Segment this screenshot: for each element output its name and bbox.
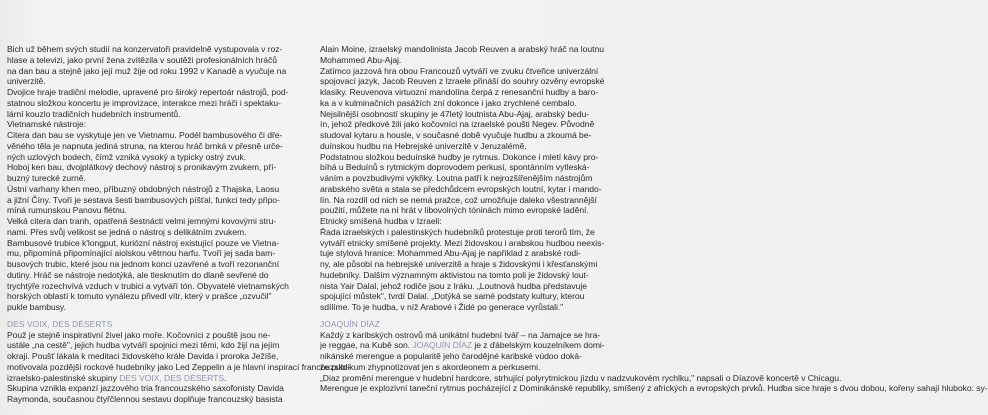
text-line: nista Yair Dalal, jehož rodiče jsou z Iráku. „Loutnová hudba představuje — [320, 280, 587, 291]
text-line: studoval kytaru a housle, v současné době vyučuje hudbu a zkoumá be- — [320, 130, 592, 140]
text-line: motivovala pozdější rockové hudebníky jako Led Zeppelin a je hlavní inspirací francouzsko- — [7, 361, 351, 372]
text-line: „Diaz promění merengue v hudební hardcore, strhující polyrytmickou jízdu v nadzvukovém rychlku," napsali o Díazově koncertě v Chicagu. — [320, 372, 842, 383]
text-line: bíhá u Beduínů s rytmickým doprovodem perkusí, spontánním vytleská- — [320, 162, 590, 173]
text-line: míná rumunskou Panovu flétnu. — [7, 205, 127, 216]
text-line: univerzitě. — [7, 76, 46, 87]
text-line: Etnický smíšená hudba v Izraeli: — [320, 216, 442, 226]
text-line: buzný turecké zurně. — [7, 173, 86, 183]
left-mixed-line — [7, 373, 303, 384]
text-line: že publikum zhypnotizovat jen s akordeonem a perkusemi. — [320, 361, 541, 372]
text-line: Alain Moine, izraelský mandolinista Jacob Reuven a arabský hráč na loutnu — [320, 44, 604, 54]
text-line: Bich už během svých studií na konzervatoři pravidelně vystupovala v roz- — [7, 44, 283, 54]
text-line: Velká citera dan tranh, opatřená šestnácti velmi jemnými kovovými stru- — [7, 216, 277, 226]
text-line: spojovací jazyk, Jacob Reuven z Izraele přináší do souhry ozvěny evropské — [320, 76, 605, 87]
text-line: na dan bau a stejně jako její muž žije od roku 1992 v Kanadě a vyučuje na — [7, 65, 287, 76]
text-line: ných uzlových bodech, čímž vzniká vysoký a typicky ostrý zvuk. — [7, 151, 247, 162]
text-line: Hoboj ken bau, dvojplátkový dechový nástroj s pronikavým zvukem, pří- — [7, 162, 277, 173]
right-column — [320, 44, 988, 394]
text-line: Zatímco jazzová hra obou Francouzů vytváří ve zvuku čtveřice univerzální — [320, 65, 599, 76]
text-line: mu, připomíná připomínající aiolskou větrnou harfu. Tvoří jej sada bam- — [7, 248, 276, 259]
section-heading-joaquin-diaz: JOAQUÍN DÍAZ — [320, 318, 380, 329]
text-line: dutiny. Hráč se nástroje nedotýká, ale tlesknutím do dlaně sevřené do — [7, 269, 269, 280]
text-line: hudebníky. Dalším významným aktivistou na tomto poli je židovský lout- — [320, 269, 589, 280]
text-line: pukle bambusy. — [7, 302, 66, 312]
right-mixed-line — [320, 340, 605, 351]
left-paragraphs-1 — [7, 44, 303, 313]
text-line: klasiky. Reuvenova virtuozní mandolína čerpá z renesanční hudby a baro- — [320, 87, 599, 97]
text-line: ny, ale působí na hebrejské univerzitě a hraje s židovskými i křesťanskými — [320, 259, 598, 269]
text-line: Použ je stejně inspirativní živel jako moře. Kočovníci z pouště jsou ne- — [7, 329, 271, 340]
text-line: Merengue je explozivní taneční rytmus pocházející z Dominikánské republiky, smíšený z afrických a evropských prvků. Hudba sice hraje s dvou dobou, kořeny sahají hluboko: sy- — [320, 383, 988, 394]
text-line: lín. Na rozdíl od nich se nemá pražce, což umožňuje daleko všestrannější — [320, 194, 597, 205]
section-heading-des-voix: DES VOIX, DES DÉSERTS — [7, 318, 113, 329]
text-line: trychtýře rozechvívá vzduch v trubici a vytváří tón. Obyvatelé vietnamských — [7, 280, 289, 291]
text-run: je z ďábelským kouzelníkem domi- — [472, 340, 605, 351]
text-line: ka a v kulminačních pasážích zní dokonce i jako zrychlené cembalo. — [320, 97, 577, 108]
text-line: tuje stylová hranice: Mohammed Abu-Ajaj je například z arabské rodi- — [320, 248, 581, 259]
text-line: lární kouzlo tradičních hudebních instrumentů. — [7, 108, 181, 119]
text-line: Raymonda, současnou čtyřčlennou sestavu doplňuje francouzský basista — [7, 394, 283, 404]
text-line: busových trubic, které jsou na jednom konci uzavřené a tvoří rezonanční — [7, 259, 280, 269]
text-line: Vietnamské nástroje: — [7, 119, 87, 130]
text-line: Skupina vznikla expanzí jazzového tria francouzského saxofonisty Davida — [7, 383, 284, 394]
text-line: ustále „na cestě", jejich hudba vytváří spojnici mezi těmi, kdo žijí na jejím — [7, 340, 280, 351]
text-run: izraelsko-palestinské skupiny — [7, 372, 120, 383]
text-run: je reggae, na Kubě son. — [320, 340, 413, 351]
text-line: použití, můžete na ní hrát v libovolných tóninách mimo evropské ladění. — [320, 205, 589, 216]
text-line: ín, jehož předkové žili jako kočovníci na izraelské poušti Negev. Původně — [320, 119, 595, 130]
text-line: Mohammed Abu-Ajaj. — [320, 54, 402, 65]
text-line: Nejsilnější osobností skupiny je 47letý loutnista Abu-Ajaj, arabský bedu- — [320, 108, 590, 119]
left-paragraphs-3 — [7, 383, 303, 405]
text-line: Ústní varhany khen meo, příbuzný obdobných nástrojů z Thajska, Laosu — [7, 183, 280, 194]
text-line: váním a povzbudivými výkřiky. Loutna patří k nejrozšířenějším nástrojům — [320, 173, 593, 183]
text-line: vytváří etnicky smíšené projekty. Mezi židovskou i arabskou hudbou neexis- — [320, 237, 605, 248]
right-paragraphs-1 — [320, 44, 605, 313]
text-line: nami. Přes svůj velikost se jedná o nástroj s delikátním zvukem. — [7, 226, 247, 237]
text-line: hlase a televizi, jako první žena zvítězila v soutěži profesionálních hráčů — [7, 54, 277, 65]
inline-artist-name: JOAQUÍN DÍAZ — [412, 340, 473, 351]
text-line: nikánské merengue a popularitě jeho čarodějné karibské vúdoo doká- — [320, 351, 582, 361]
text-line: Každý z karibských ostrovů má unikátní hudební tvář – na Jamajce se hra- — [320, 329, 601, 340]
text-line: sdílíme. To je hudba, v níž Arabové i Židé po generace vyrůstali." — [320, 302, 564, 312]
right-paragraphs-2 — [320, 329, 601, 341]
text-line: Citera dan bau se vyskytuje jen ve Vietnamu. Podél bambusového či dře- — [7, 130, 283, 140]
text-line: Řada izraelských i palestinských hudebníků protestuje proti terorů tím, že — [320, 226, 595, 237]
text-line: arabského světa a stala se předchůdcem evropských loutní, kytar i mando- — [320, 183, 602, 194]
text-line: a jižní Číny. Tvoří je sestava šesti bambusových píšťal, funkci tedy připo- — [7, 194, 280, 205]
inline-band-name: DES VOIX, DES DÉSERTS — [119, 372, 224, 383]
text-line: statnou složkou koncertu je improvizace, interakce mezi hráči i spektaku- — [7, 97, 281, 108]
right-paragraphs-3 — [320, 351, 988, 394]
text-line: spojující můstek", tvrdí Dalal. „Dotýká se samé podstaty kultury, kterou — [320, 291, 585, 302]
text-line: duínskou hudbu na Hebrejské univerzitě v Jeruzalémě. — [320, 140, 527, 151]
left-paragraphs-2 — [7, 329, 351, 373]
text-line: Podstatnou složkou beduínské hudby je rytmus. Dokonce i mletí kávy pro- — [320, 151, 599, 162]
text-line: Bambusové trubice k'longput, kuriózní nástroj existující pouze ve Vietna- — [7, 237, 280, 248]
text-line: Dvojice hraje tradiční melodie, upravené pro široký repertoár nástrojů, pod- — [7, 87, 289, 97]
text-line: okraji. Poušť lákala k meditaci židovského krále Davida i proroka Ježíše, — [7, 351, 279, 361]
text-line: horských oblastí k tomuto vynálezu přivedl vítr, který v prašce „ozvučil" — [7, 291, 272, 302]
text-run: . — [224, 372, 227, 383]
text-line: věného těla je napnuta jediná struna, na kterou hráč brnká v přesně urče- — [7, 140, 283, 151]
